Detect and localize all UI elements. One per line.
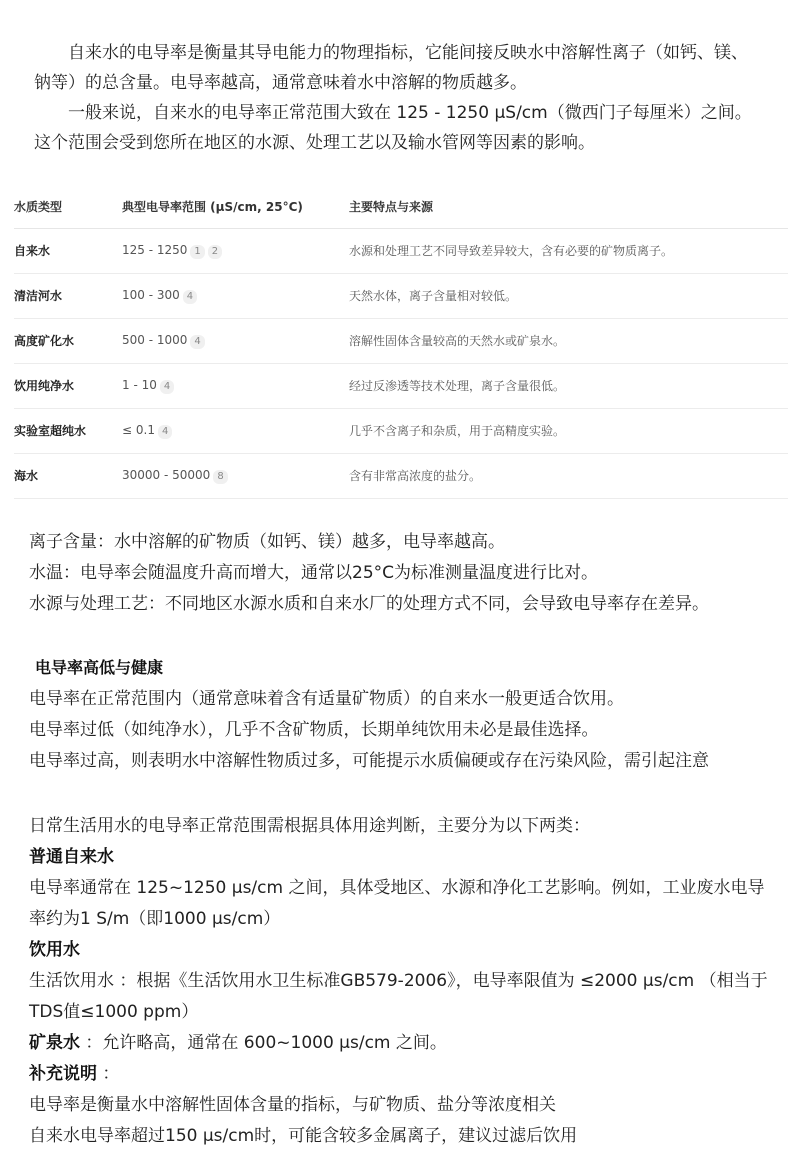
usage-intro: 日常生活用水的电导率正常范围需根据具体用途判断，主要分为以下两类：: [29, 816, 590, 836]
cell-description: 含有非常高浓度的盐分。: [349, 453, 788, 498]
supplement-colon: ：: [97, 1064, 120, 1084]
supplement-line: 电导率是衡量水中溶解性固体含量的指标，与矿物质、盐分等浓度相关: [29, 1095, 556, 1115]
health-line: 电导率过高，则表明水中溶解性物质过多，可能提示水质偏硬或存在污染风险，需引起注意: [29, 751, 709, 771]
cell-type: 海水: [14, 453, 122, 498]
range-value: 30000 - 50000: [122, 467, 211, 482]
cell-description: 经过反渗透等技术处理，离子含量很低。: [349, 363, 788, 408]
supplement-label: 补充说明: [29, 1064, 97, 1084]
citation-badge[interactable]: 4: [183, 290, 197, 304]
citation-badge[interactable]: 4: [190, 335, 204, 349]
cell-range: [122, 273, 349, 318]
cell-description: 水源和处理工艺不同导致差异较大，含有必要的矿物质离子。: [349, 228, 788, 273]
cell-type: 自来水: [14, 228, 122, 273]
citation-badge[interactable]: 4: [158, 425, 172, 439]
mineral-water-text: ：允许略高，通常在 600~1000 μs/cm 之间。: [80, 1033, 447, 1053]
citation-badge[interactable]: 1: [190, 245, 204, 259]
factor-line: 离子含量：水中溶解的矿物质（如钙、镁）越多，电导率越高。: [29, 532, 505, 552]
cell-range: [122, 408, 349, 453]
citation-badge[interactable]: 2: [208, 245, 222, 259]
usage-section: [29, 811, 775, 1152]
table-header-row: [14, 186, 788, 228]
cell-range: [122, 318, 349, 363]
health-heading: 电导率高低与健康: [35, 658, 164, 677]
range-value: ≤ 0.1: [122, 422, 155, 437]
cell-type: 饮用纯净水: [14, 363, 122, 408]
cell-type: 高度矿化水: [14, 318, 122, 363]
cell-description: 几乎不含离子和杂质，用于高精度实验。: [349, 408, 788, 453]
supplement-heading: [29, 1059, 775, 1090]
header-range: 典型电导率范围 (μS/cm, 25°C): [122, 186, 349, 228]
factors-section: [29, 527, 709, 620]
cell-range: [122, 228, 349, 273]
table-row: [14, 363, 788, 408]
header-features: 主要特点与来源: [349, 186, 788, 228]
factor-line: 水源与处理工艺：不同地区水源水质和自来水厂的处理方式不同，会导致电导率存在差异。: [29, 594, 709, 614]
cell-description: 溶解性固体含量较高的天然水或矿泉水。: [349, 318, 788, 363]
citation-badge[interactable]: 4: [160, 380, 174, 394]
intro-section: [34, 38, 760, 158]
health-line: 电导率在正常范围内（通常意味着含有适量矿物质）的自来水一般更适合饮用。: [29, 689, 624, 709]
tap-water-paragraph: 电导率通常在 125~1250 μs/cm 之间，具体受地区、水源和净化工艺影响。例如，工业废水电导率约为1 S/m（即1000 μs/cm）: [29, 878, 765, 929]
intro-paragraph-2: 一般来说，自来水的电导率正常范围大致在 125 - 1250 μS/cm（微西门子每厘米）之间。这个范围会受到您所在地区的水源、处理工艺以及输水管网等因素的影响。: [34, 103, 752, 153]
health-section: [29, 684, 709, 777]
intro-paragraph-1: 自来水的电导率是衡量其导电能力的物理指标，它能间接反映水中溶解性离子（如钙、镁、钠等）的总含量。电导率越高，通常意味着水中溶解的物质越多。: [34, 43, 748, 93]
health-line: 电导率过低（如纯净水），几乎不含矿物质，长期单纯饮用未必是最佳选择。: [29, 720, 599, 740]
cell-range: [122, 453, 349, 498]
table-row: [14, 408, 788, 453]
tap-water-heading: 普通自来水: [29, 847, 114, 867]
table-row: [14, 318, 788, 363]
cell-type: 实验室超纯水: [14, 408, 122, 453]
cell-type: 清洁河水: [14, 273, 122, 318]
mineral-water-paragraph: [29, 1028, 775, 1059]
range-value: 125 - 1250: [122, 242, 188, 257]
conductivity-table: [14, 186, 788, 499]
drinking-water-heading: 饮用水: [29, 940, 80, 960]
factor-line: 水温：电导率会随温度升高而增大，通常以25°C为标准测量温度进行比对。: [29, 563, 599, 583]
range-value: 1 - 10: [122, 377, 157, 392]
mineral-water-label: 矿泉水: [29, 1033, 80, 1053]
table-row: [14, 453, 788, 498]
range-value: 500 - 1000: [122, 332, 188, 347]
cell-description: 天然水体，离子含量相对较低。: [349, 273, 788, 318]
supplement-line: 自来水电导率超过150 μs/cm时，可能含较多金属离子，建议过滤后饮用: [29, 1126, 578, 1146]
range-value: 100 - 300: [122, 287, 180, 302]
table-row: [14, 273, 788, 318]
drinking-water-paragraph: 生活饮用水 ：根据《生活饮用水卫生标准GB579-2006》，电导率限值为 ≤2000 μs/cm （相当于TDS值≤1000 ppm）: [29, 971, 768, 1022]
cell-range: [122, 363, 349, 408]
header-water-type: 水质类型: [14, 186, 122, 228]
citation-badge[interactable]: 8: [213, 470, 227, 484]
table-row: [14, 228, 788, 273]
